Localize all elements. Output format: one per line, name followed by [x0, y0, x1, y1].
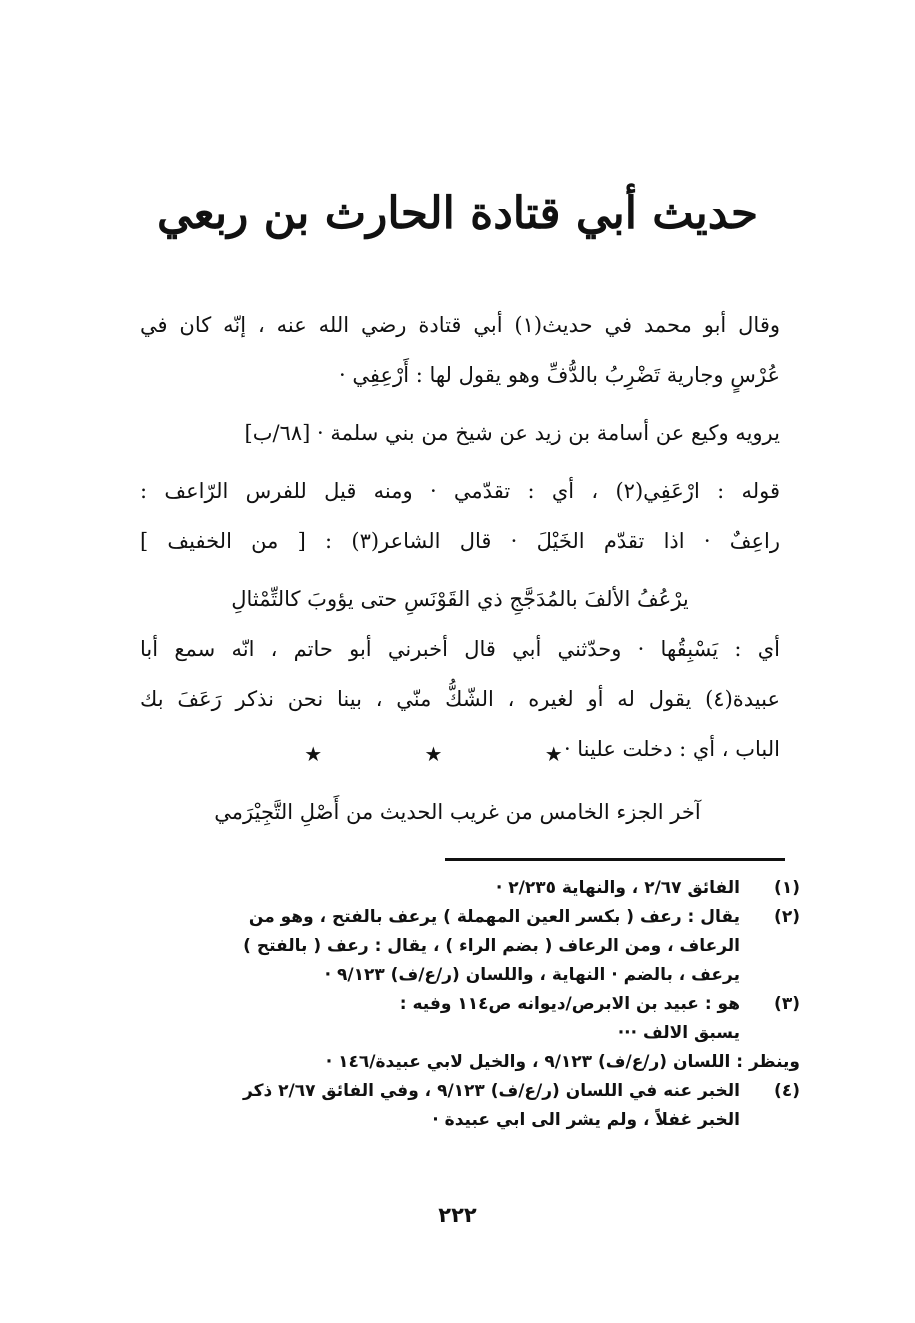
colophon: آخر الجزء الخامس من غريب الحديث من أَصْلِ التَّجِيْرَمي — [214, 800, 701, 824]
text-line: وقال أبو محمد في حديث(١) أبي قتادة رضي الله عنه ، إنّه كان في — [140, 313, 780, 337]
section-divider-stars: ★ ★ ★ — [304, 742, 611, 766]
footnote-rule — [445, 858, 785, 861]
footnote-line: هو : عبيد بن الابرص/ديوانه ص١١٤ وفيه : — [399, 994, 740, 1014]
footnote-number: (٣) — [774, 994, 800, 1014]
footnote-number: (١) — [774, 878, 800, 898]
footnote-line: يقال : رعف ( بكسر العين المهملة ) يرعف بالفتح ، وهو من — [248, 907, 740, 927]
text-line: عبيدة(٤) يقول له أو لغيره ، الشّكُّ منّي ، بينا نحن نذكر رَعَفَ بك — [140, 687, 780, 711]
footnote-number: (٤) — [774, 1081, 800, 1101]
page-number: ٢٢٢ — [438, 1203, 477, 1227]
footnote-line: يرعف ، بالضم · النهاية ، واللسان (ر/ع/ف) ٩/١٢٣ · — [324, 965, 740, 985]
footnote — [140, 903, 800, 990]
footnote-line: وينظر : اللسان (ر/ع/ف) ٩/١٢٣ ، والخيل لابي عبيدة/١٤٦ · — [325, 1052, 800, 1072]
footnote-line: الخبر عنه في اللسان (ر/ع/ف) ٩/١٢٣ ، وفي الفائق ٢/٦٧ ذكر — [243, 1081, 740, 1101]
section-title: حديث أبي قتادة الحارث بن ربعي — [156, 188, 759, 239]
text-line: أي : يَسْبِقُها · وحدّثني أبي قال أخبرني أبو حاتم ، انّه سمع أبا — [140, 637, 780, 661]
footnote — [140, 874, 800, 903]
footnote-line: الرعاف ، ومن الرعاف ( بضم الراء ) ، يقال : رعف ( بالفتح ) — [243, 936, 740, 956]
poetry-verse: يرْعُفُ الألفَ بالمُدَجَّجِ ذي القَوْنَسِ حتى يؤوبَ كالتِّمْثالِ — [231, 587, 689, 611]
text-line: عُرْسٍ وجارية تَضْرِبُ بالدُّفِّ وهو يقول لها : أَرْعِفِي · — [339, 363, 780, 387]
footnotes — [140, 874, 800, 1135]
footnote — [140, 1077, 800, 1135]
footnote-line: الخبر غفلاً ، ولم يشر الى ابي عبيدة · — [432, 1110, 740, 1130]
footnote-number: (٢) — [774, 907, 800, 927]
text-line: راعِفٌ · اذا تقدّم الخَيْلَ · قال الشاعر(٣) : [ من الخفيف ] — [140, 529, 780, 553]
footnote — [140, 990, 800, 1077]
main-text — [140, 300, 780, 774]
footnote-line: يسبق الالف ··· — [617, 1023, 740, 1043]
text-line: قوله : ارْعَفِي(٢) ، أي : تقدّمي · ومنه قيل للفرس الرّاعف : — [140, 479, 780, 503]
text-line: الباب ، أي : دخلت علينا · — [563, 737, 780, 761]
text-line: يرويه وكيع عن أسامة بن زيد عن شيخ من بني سلمة · [٦٨/ب] — [244, 421, 780, 445]
footnote-line: الفائق ٢/٦٧ ، والنهاية ٢/٢٣٥ · — [495, 878, 740, 898]
